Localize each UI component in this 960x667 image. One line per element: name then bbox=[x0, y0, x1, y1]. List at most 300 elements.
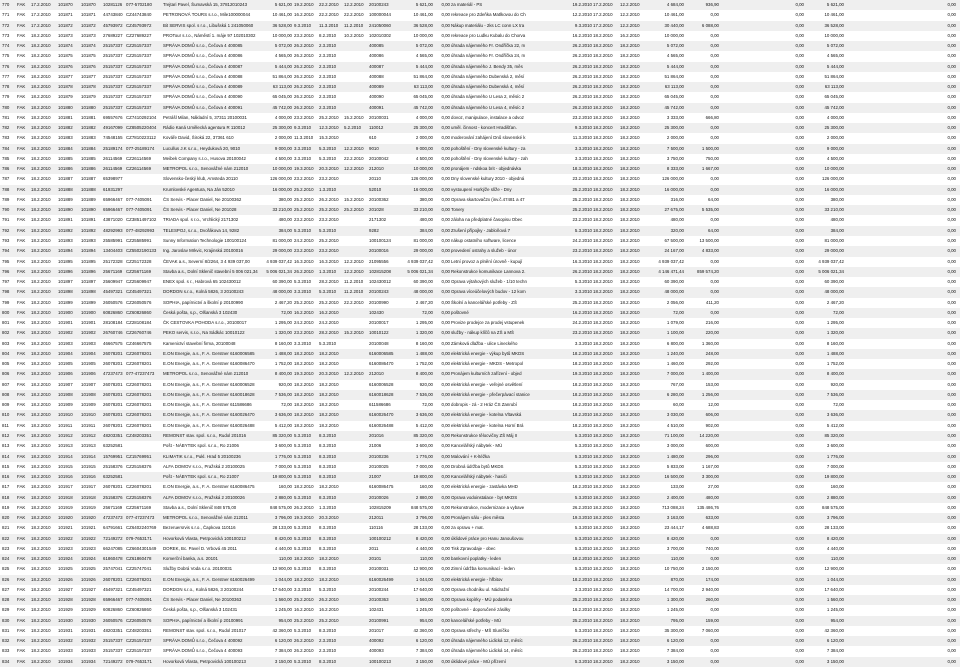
cell-vs: 20100363 bbox=[369, 597, 389, 603]
cell-ico: 25157337 bbox=[103, 73, 123, 79]
cell-id2: 101875 bbox=[81, 53, 96, 59]
cell-d1: 18.2.2010 bbox=[31, 166, 51, 172]
cell-d5: 26.2.2010 bbox=[572, 84, 592, 90]
cell-d4 bbox=[344, 308, 368, 318]
cell-d2: 26.2.2010 bbox=[294, 94, 314, 100]
cell-a2: 0,00 bbox=[710, 104, 719, 110]
cell-id1: 101920 bbox=[58, 515, 73, 521]
cell-vs: 400086 bbox=[369, 53, 384, 59]
cell-d6: 18.2.2010 bbox=[593, 196, 613, 202]
cell-a5: 0,00 bbox=[947, 484, 956, 490]
cell-a2: 27,00 bbox=[708, 484, 719, 490]
cell-d7: 18.2.2010 bbox=[620, 586, 640, 592]
cell-a5: 0,00 bbox=[947, 227, 956, 233]
cell-a3: 0,00 bbox=[795, 361, 804, 367]
cell-d1: 18.2.2010 bbox=[31, 361, 51, 367]
cell-dic: CZ26078201 bbox=[126, 422, 152, 428]
table-row bbox=[0, 554, 960, 564]
cell-d1: 17.2.2010 bbox=[31, 2, 51, 7]
cell-a2: 135 486,76 bbox=[697, 504, 719, 510]
cell-d7: 18.2.2010 bbox=[620, 73, 640, 79]
cell-amt1: 3 600,00 bbox=[274, 443, 292, 449]
cell-id1: 101924 bbox=[58, 556, 73, 562]
cell-d1: 18.2.2010 bbox=[31, 309, 51, 315]
cell-d5: 3.3.2010 bbox=[574, 289, 592, 295]
cell-a1: 7 500,00 bbox=[666, 145, 684, 151]
cell-a1: 3 700,00 bbox=[666, 545, 684, 551]
cell-d7: 18.2.2010 bbox=[620, 207, 640, 213]
cell-a5: 0,00 bbox=[947, 73, 956, 79]
cell-d1: 18.2.2010 bbox=[31, 289, 51, 295]
cell-d3: 25.2.2010 bbox=[319, 238, 339, 243]
cell-d5: 18.2.2010 bbox=[572, 484, 592, 490]
cell-a5: 0,00 bbox=[947, 586, 956, 592]
cell-t: FAK bbox=[17, 391, 26, 397]
cell-partner: Česká pošta, s.p., Olšanská 3 102431 bbox=[163, 607, 238, 613]
cell-d4: 15.2.2010 bbox=[344, 330, 364, 336]
cell-id2: 101898 bbox=[81, 289, 96, 295]
cell-text: Rekonstrukce, modernizace a vybave bbox=[451, 504, 525, 510]
cell-a5: 0,00 bbox=[947, 371, 956, 377]
cell-d5: 23.2.2010 bbox=[572, 176, 592, 182]
cell-a4: 8 160,00 bbox=[826, 340, 844, 346]
cell-t: FAK bbox=[17, 145, 26, 151]
cell-amt1: 51 864,00 bbox=[272, 73, 292, 79]
cell-a5: 0,00 bbox=[947, 402, 956, 408]
cell-id2: 101904 bbox=[81, 350, 96, 356]
cell-dic: 077-47237473 bbox=[126, 515, 155, 521]
cell-a5: 0,00 bbox=[947, 627, 956, 633]
cell-d2: 16.2.2010 bbox=[294, 607, 314, 613]
cell-n: 821 bbox=[2, 525, 10, 531]
cell-a2: 64,00 bbox=[708, 227, 719, 233]
cell-d3: 1.3.2010 bbox=[319, 504, 337, 510]
cell-ico: 26078201 bbox=[103, 484, 123, 490]
cell-d6: 18.2.2010 bbox=[593, 145, 613, 151]
cell-vs: 6160026499 bbox=[369, 576, 394, 582]
cell-id1: 101927 bbox=[58, 586, 73, 592]
cell-d5: 16.2.2010 bbox=[572, 309, 592, 315]
cell-d3: 8.3.2010 bbox=[319, 443, 337, 449]
cell-a5: 0,00 bbox=[947, 63, 956, 69]
cell-text: Oprava kopírky - MÚ podatelna bbox=[451, 597, 513, 603]
cell-vs: 10010122 bbox=[369, 330, 389, 336]
cell-partner: Bit SERVIS spol. s r.o., Libušská 1 241050060 bbox=[163, 22, 254, 28]
cell-d4 bbox=[344, 51, 368, 61]
cell-a5: 0,00 bbox=[947, 320, 956, 326]
cell-d4 bbox=[344, 554, 368, 564]
cell-vs: 400087 bbox=[369, 63, 384, 69]
cell-text: Rekonstrukce komunikace Lannova 2. bbox=[451, 268, 526, 274]
cell-a4: 1 320,00 bbox=[826, 330, 844, 336]
cell-z: 0,00 bbox=[441, 12, 450, 18]
cell-a3: 0,00 bbox=[795, 84, 804, 90]
cell-a4: 1 776,00 bbox=[826, 453, 844, 459]
cell-a2: 0,00 bbox=[710, 607, 719, 613]
cell-d4 bbox=[344, 226, 368, 236]
cell-z: 0,00 bbox=[441, 238, 450, 243]
cell-text: rekreace pro Zdeňka Matlkovou do Ch bbox=[451, 12, 526, 18]
cell-d3: 8.3.2010 bbox=[319, 566, 337, 572]
cell-dic: 077-7405091 bbox=[126, 597, 152, 603]
cell-id2: 101886 bbox=[81, 166, 96, 172]
cell-d4: 15.2.2010 bbox=[344, 196, 364, 202]
cell-a3: 0,00 bbox=[795, 443, 804, 449]
cell-n: 811 bbox=[2, 422, 9, 428]
cell-a3: 0,00 bbox=[795, 196, 804, 202]
cell-text: Rekonstrukce tělocvičny ZŠ Máj II bbox=[451, 432, 518, 438]
cell-partner: SPRÁVA DOMŮ s.r.o., Čečova 4 400089 bbox=[163, 84, 243, 90]
table-row bbox=[0, 205, 960, 215]
cell-ico: 47237473 bbox=[103, 515, 123, 521]
table-row bbox=[0, 246, 960, 256]
cell-n: 772 bbox=[2, 22, 10, 28]
cell-a3: 0,00 bbox=[795, 597, 804, 603]
cell-partner: Meibek Company s.r.o., Husova 20100042 bbox=[163, 155, 246, 161]
cell-z: 0,00 bbox=[441, 279, 450, 285]
cell-d7: 18.2.2010 bbox=[620, 289, 640, 295]
cell-id2: 101928 bbox=[81, 597, 96, 603]
cell-d1: 18.2.2010 bbox=[31, 207, 51, 213]
cell-d6: 17.2.2010 bbox=[593, 22, 613, 28]
cell-d3: 18.2.2010 bbox=[319, 576, 339, 582]
cell-a4: 2 000,00 bbox=[826, 135, 844, 141]
cell-amt1: 6 120,00 bbox=[274, 638, 292, 644]
cell-dic: CZ6604301549 bbox=[126, 545, 157, 551]
cell-d5: 25.2.2010 bbox=[572, 207, 592, 213]
cell-amt2: 36 528,00 bbox=[413, 22, 433, 28]
cell-z: 0,00 bbox=[441, 299, 450, 305]
cell-amt1: 1 044,00 bbox=[274, 576, 292, 582]
cell-a5: 0,00 bbox=[947, 238, 956, 243]
cell-a2: 0,00 bbox=[710, 217, 719, 223]
cell-a1: 30 440,00 bbox=[664, 22, 684, 28]
cell-d2: 24.2.2010 bbox=[294, 238, 314, 243]
cell-d4 bbox=[344, 133, 368, 143]
cell-id1: 101897 bbox=[58, 279, 73, 285]
cell-n: 825 bbox=[2, 566, 10, 572]
cell-d5: 16.2.2010 bbox=[572, 607, 592, 613]
cell-partner: ALFA DOMOV s.r.o., Pražská 2 20100026 bbox=[163, 494, 245, 500]
cell-dic: CZ45497321 bbox=[126, 586, 152, 592]
cell-d5: 26.2.2010 bbox=[572, 73, 592, 79]
cell-n: 816 bbox=[2, 474, 10, 480]
cell-a4: 7 536,00 bbox=[826, 391, 844, 397]
cell-d2: 5.3.2010 bbox=[294, 566, 312, 572]
cell-d1: 18.2.2010 bbox=[31, 402, 51, 408]
cell-amt2: 6 120,00 bbox=[415, 638, 433, 644]
cell-d5: 18.2.2010 bbox=[572, 556, 592, 562]
cell-d7: 18.2.2010 bbox=[620, 279, 640, 285]
cell-d7: 18.2.2010 bbox=[620, 340, 640, 346]
cell-a4: 45 742,00 bbox=[824, 104, 844, 110]
cell-partner: SPRÁVA DOMŮ s.r.o., Čečova 4 400093 bbox=[163, 648, 243, 654]
cell-d4 bbox=[344, 390, 368, 400]
cell-z: 0,00 bbox=[441, 309, 450, 315]
cell-a4: 380,00 bbox=[830, 196, 844, 202]
cell-d5: 18.2.2010 bbox=[572, 412, 592, 418]
cell-ico: 26760746 bbox=[103, 330, 123, 336]
cell-d6: 18.2.2010 bbox=[593, 617, 613, 623]
cell-amt1: 920,00 bbox=[278, 381, 292, 387]
cell-d2: 26.2.2010 bbox=[294, 84, 314, 90]
cell-d7: 12.2.2010 bbox=[620, 2, 640, 7]
cell-d3: 18.2.2010 bbox=[319, 350, 339, 356]
cell-d4 bbox=[344, 431, 368, 441]
cell-a2: 296,00 bbox=[705, 453, 719, 459]
cell-d3: 20.3.2010 bbox=[319, 515, 339, 521]
cell-partner: Trejtari Pavel, Šumavská 15, 37812010243 bbox=[163, 2, 248, 7]
cell-partner: E.ON Energie, a.s., F. A. Gerstner 6160018628 bbox=[163, 391, 255, 397]
cell-t: FAK bbox=[17, 176, 26, 182]
cell-z: 0,00 bbox=[441, 145, 450, 151]
cell-dic: CZ25609947 bbox=[126, 279, 152, 285]
table-row bbox=[0, 400, 960, 410]
cell-d2: 5.3.2010 bbox=[294, 658, 312, 664]
cell-a3: 0,00 bbox=[795, 627, 804, 633]
cell-d4 bbox=[344, 92, 368, 102]
cell-amt2: 51 864,00 bbox=[413, 73, 433, 79]
cell-d5: 18.3.2010 bbox=[572, 166, 592, 172]
cell-amt1: 36 528,00 bbox=[272, 22, 292, 28]
cell-d3: 8.3.2010 bbox=[319, 474, 337, 480]
cell-dic: CZ26078201 bbox=[126, 361, 152, 367]
cell-a2: 0,00 bbox=[710, 658, 719, 664]
cell-a4: 4 500,00 bbox=[826, 155, 844, 161]
table-row bbox=[0, 564, 960, 574]
cell-a3: 0,00 bbox=[795, 453, 804, 459]
cell-text: Oprava skartovač2x (inv.č.47481 a 47 bbox=[451, 196, 525, 202]
cell-a4: 110,00 bbox=[830, 556, 844, 562]
cell-amt1: 480,00 bbox=[278, 217, 292, 223]
cell-z: 0,00 bbox=[441, 43, 450, 49]
cell-d7: 18.2.2010 bbox=[620, 463, 640, 469]
cell-d1: 18.2.2010 bbox=[31, 432, 51, 438]
cell-dic: CZ26078201 bbox=[126, 412, 152, 418]
cell-a2: 0,00 bbox=[710, 258, 719, 264]
cell-n: 812 bbox=[2, 432, 10, 438]
cell-id2: 101881 bbox=[81, 114, 96, 120]
cell-z: 0,00 bbox=[441, 494, 450, 500]
cell-a1: 4 684,00 bbox=[666, 2, 684, 7]
cell-d5: 26.2.2010 bbox=[572, 504, 592, 510]
cell-d7: 18.2.2010 bbox=[620, 145, 640, 151]
cell-a2: 0,00 bbox=[710, 648, 719, 654]
cell-amt1: 7 384,00 bbox=[274, 648, 292, 654]
cell-dic: CZ25158376 bbox=[126, 463, 152, 469]
cell-n: 809 bbox=[2, 402, 10, 408]
cell-a1: 7 000,00 bbox=[666, 371, 684, 377]
cell-d1: 18.2.2010 bbox=[31, 43, 51, 49]
cell-t: FAK bbox=[17, 299, 26, 305]
cell-t: FAK bbox=[17, 381, 26, 387]
cell-dic: 077-7405091 bbox=[126, 196, 152, 202]
cell-d1: 18.2.2010 bbox=[31, 474, 51, 480]
cell-id2: 101894 bbox=[81, 248, 96, 254]
cell-amt2: 10 000,00 bbox=[413, 166, 433, 172]
cell-a1: 71 100,00 bbox=[664, 432, 684, 438]
table-row bbox=[0, 174, 960, 184]
cell-a2: 1 256,00 bbox=[701, 391, 719, 397]
cell-ico: 45497321 bbox=[103, 289, 123, 295]
cell-ico: 25158376 bbox=[103, 463, 123, 469]
cell-t: FAK bbox=[17, 504, 26, 510]
cell-a4: 384,00 bbox=[830, 227, 844, 233]
cell-z: 0,00 bbox=[441, 84, 450, 90]
cell-d6: 18.2.2010 bbox=[593, 258, 613, 264]
cell-d1: 18.2.2010 bbox=[31, 484, 51, 490]
table-row bbox=[0, 359, 960, 369]
cell-n: 831 bbox=[2, 627, 10, 633]
cell-a3: 0,00 bbox=[795, 258, 804, 264]
cell-d6: 18.2.2010 bbox=[593, 43, 613, 49]
cell-id2: 101878 bbox=[81, 84, 96, 90]
cell-vs: 110116 bbox=[369, 525, 383, 531]
cell-a3: 0,00 bbox=[795, 22, 804, 28]
cell-text: Pronájem kulturních zařízení - objed bbox=[451, 371, 522, 377]
cell-id2: 101926 bbox=[81, 576, 96, 582]
cell-n: 790 bbox=[2, 207, 10, 213]
cell-d4 bbox=[344, 421, 368, 431]
cell-d7: 18.2.2010 bbox=[620, 125, 640, 131]
cell-ico: 69557676 bbox=[103, 114, 123, 120]
cell-d5: 11.3.2010 bbox=[572, 135, 592, 141]
cell-d1: 18.2.2010 bbox=[31, 576, 51, 582]
cell-a5: 0,00 bbox=[947, 545, 956, 551]
cell-n: 776 bbox=[2, 63, 10, 69]
cell-d7: 18.2.2010 bbox=[620, 361, 640, 367]
cell-a4: 4 565,00 bbox=[826, 53, 844, 59]
table-row bbox=[0, 493, 960, 503]
cell-d4 bbox=[344, 452, 368, 462]
cell-n: 815 bbox=[2, 463, 10, 469]
cell-partner: Petrášl Milan, Nákladní 5, 37311 20100031 bbox=[163, 114, 247, 120]
cell-d3: 5.3.2010 bbox=[319, 340, 337, 346]
cell-a1: 2 056,00 bbox=[666, 299, 684, 305]
cell-id2: 101924 bbox=[81, 556, 96, 562]
cell-amt2: 3 636,00 bbox=[415, 412, 433, 418]
cell-text: úhrada nájemného J. Bendy 35, měs bbox=[451, 63, 523, 69]
cell-a3: 0,00 bbox=[795, 556, 804, 562]
cell-t: FAK bbox=[17, 32, 26, 38]
cell-ico: 26078201 bbox=[103, 391, 123, 397]
cell-amt2: 2 880,00 bbox=[415, 494, 433, 500]
cell-amt2: 60 390,00 bbox=[413, 279, 433, 285]
cell-a3: 0,00 bbox=[795, 648, 804, 654]
cell-id1: 101890 bbox=[58, 207, 73, 213]
cell-d5: 5.3.2010 bbox=[574, 443, 592, 449]
cell-a1: 35 300,00 bbox=[664, 627, 684, 633]
cell-vs: 20100048 bbox=[369, 340, 389, 346]
cell-partner: SPRÁVA DOMŮ s.r.o., Čečova 4 400086 bbox=[163, 53, 243, 59]
cell-d5: 5.3.2010 bbox=[574, 566, 592, 572]
cell-d3: 8.3.2010 bbox=[319, 545, 337, 551]
cell-n: 822 bbox=[2, 535, 10, 541]
cell-z: 0,00 bbox=[441, 648, 450, 654]
table-row bbox=[0, 390, 960, 400]
cell-a1: 1 460,00 bbox=[666, 361, 684, 367]
cell-dic: CZ25157337 bbox=[126, 63, 152, 69]
cell-id2: 101873 bbox=[81, 32, 96, 38]
cell-amt2: 1 752,00 bbox=[415, 361, 433, 367]
cell-id1: 101906 bbox=[58, 371, 73, 377]
cell-n: 794 bbox=[2, 248, 10, 254]
cell-amt1: 2 880,00 bbox=[274, 494, 292, 500]
cell-id1: 101883 bbox=[58, 135, 73, 141]
cell-d2: 18.2.2010 bbox=[294, 391, 314, 397]
cell-a4: 160,00 bbox=[830, 484, 844, 490]
cell-d3: 16.3.2010 bbox=[319, 258, 339, 264]
cell-id1: 101915 bbox=[58, 463, 73, 469]
cell-a2: 0,00 bbox=[710, 186, 719, 192]
cell-d5: 16.3.2010 bbox=[572, 258, 592, 264]
cell-z: 0,00 bbox=[441, 566, 450, 572]
cell-d2: 18.2.2010 bbox=[294, 576, 314, 582]
cell-d2: 18.2.2010 bbox=[294, 412, 314, 418]
cell-z: 0,00 bbox=[441, 268, 450, 274]
cell-d6: 18.2.2010 bbox=[593, 535, 613, 541]
cell-amt1: 3 636,00 bbox=[274, 412, 292, 418]
cell-amt2: 63 113,00 bbox=[413, 84, 433, 90]
cell-id2: 101871 bbox=[81, 12, 96, 18]
cell-amt2: 28 133,00 bbox=[413, 525, 433, 531]
cell-z: 0,00 bbox=[441, 453, 450, 459]
cell-d7: 18.2.2010 bbox=[620, 63, 640, 69]
cell-vs: 20100031 bbox=[369, 114, 389, 120]
cell-d3: 8.3.2010 bbox=[319, 627, 337, 633]
cell-n: 777 bbox=[2, 73, 10, 79]
cell-text: úklidové práce - MÚ přízemí bbox=[451, 658, 506, 664]
cell-a1: 4 939 037,42 bbox=[658, 258, 684, 264]
cell-d1: 18.2.2010 bbox=[31, 627, 51, 633]
cell-amt2: 4 440,00 bbox=[415, 545, 433, 551]
cell-id2: 101910 bbox=[81, 412, 96, 418]
cell-ico: 43871020 bbox=[103, 217, 123, 223]
cell-d7: 18.2.2010 bbox=[620, 432, 640, 438]
cell-n: 774 bbox=[2, 43, 10, 49]
cell-dic: CZ26078201 bbox=[126, 391, 152, 397]
cell-partner: SPRÁVA DOMŮ s.r.o., Čečova 4 400090 bbox=[163, 94, 243, 100]
cell-d4 bbox=[344, 215, 368, 225]
cell-amt2: 4 939 037,42 bbox=[407, 258, 433, 264]
cell-id2: 101932 bbox=[81, 638, 96, 644]
cell-d6: 18.2.2010 bbox=[593, 638, 613, 644]
cell-a2: 606,00 bbox=[705, 412, 719, 418]
cell-d6: 18.2.2010 bbox=[593, 350, 613, 356]
cell-a1: 48 000,00 bbox=[664, 289, 684, 295]
cell-text: poštovné - doporučené zásilky bbox=[451, 607, 511, 613]
cell-a5: 0,00 bbox=[947, 279, 956, 285]
cell-vs: 212010 bbox=[369, 166, 384, 172]
cell-ico: 60826860 bbox=[103, 607, 123, 613]
cell-d2: 26.2.2010 bbox=[294, 268, 314, 274]
cell-d6: 18.2.2010 bbox=[593, 648, 613, 654]
cell-z: 0,00 bbox=[441, 166, 450, 172]
cell-dic: CZ44743840 bbox=[126, 12, 152, 18]
cell-a2: 248,00 bbox=[705, 350, 719, 356]
table-row bbox=[0, 328, 960, 338]
cell-amt2: 5 006 021,34 bbox=[407, 268, 433, 274]
cell-a3: 0,00 bbox=[795, 617, 804, 623]
cell-a3: 0,00 bbox=[795, 412, 804, 418]
cell-a1: 5 072,00 bbox=[666, 43, 684, 49]
cell-n: 833 bbox=[2, 648, 10, 654]
cell-a5: 0,00 bbox=[947, 104, 956, 110]
cell-ico: 25157337 bbox=[103, 104, 123, 110]
table-row bbox=[0, 257, 960, 267]
cell-d6: 17.2.2010 bbox=[593, 2, 613, 7]
cell-id2: 101915 bbox=[81, 463, 96, 469]
